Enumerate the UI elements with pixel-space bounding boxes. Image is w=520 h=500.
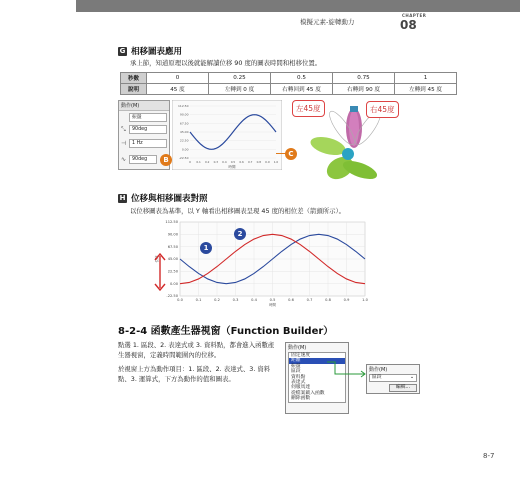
menu-item[interactable]: 固定速度 xyxy=(291,353,311,358)
table-cell: 45 度 xyxy=(147,84,209,95)
x-tick-label: 0.6 xyxy=(288,298,294,302)
displacement-phase-chart xyxy=(150,216,380,308)
phase-table-row-desc xyxy=(121,84,457,95)
frequency-row xyxy=(121,139,167,148)
propeller-blade-highlight xyxy=(349,110,359,146)
table-row-header: 秒數 xyxy=(121,73,147,84)
edit-button[interactable]: 編輯... xyxy=(389,384,417,392)
menu-item[interactable]: 表達式 xyxy=(291,380,306,386)
mini-x-tick-label: 0.8 xyxy=(256,160,262,164)
mini-x-tick-label: 1.0 xyxy=(273,160,279,164)
propeller-mount xyxy=(350,106,358,112)
y-tick-label: 67.50 xyxy=(167,244,178,249)
section-g-intro: 承上節，知道原理以後就能解讀位移 90 度的圖表時間和相移位置。 xyxy=(130,59,322,67)
menu-item[interactable]: 伺服馬達 xyxy=(291,385,311,391)
main-chart-xlabel: 時間 xyxy=(269,303,276,307)
mini-chart-xlabel: 時間 xyxy=(228,165,236,169)
frequency-icon: ⊣ xyxy=(121,140,127,147)
callout-left-45: 左45度 xyxy=(292,100,325,117)
y-tick-label: 0.00 xyxy=(169,281,178,286)
y-tick-label: 90.00 xyxy=(167,232,178,237)
motion-panel-title: 動作(M) xyxy=(119,101,169,111)
mini-x-tick-label: 0.9 xyxy=(265,160,270,164)
mini-y-tick-label: 45.00 xyxy=(179,130,189,134)
section-g-title: 相移圖表應用 xyxy=(131,47,183,57)
table-cell: 1 xyxy=(395,73,457,84)
table-cell: 0.75 xyxy=(333,73,395,84)
y-tick-label: -22.50 xyxy=(166,294,178,299)
mini-chart xyxy=(172,100,282,170)
table-cell: 右轉到 90 度 xyxy=(333,84,395,95)
mini-y-tick-label: 0.00 xyxy=(181,147,189,152)
frequency-field[interactable]: 1 Hz xyxy=(129,139,167,148)
section-h-badge: H xyxy=(119,194,126,202)
table-cell: 0.5 xyxy=(271,73,333,84)
x-tick-label: 0.9 xyxy=(343,298,350,302)
mini-y-tick-label: -22.50 xyxy=(178,156,189,160)
chevron-down-icon: ⌄ xyxy=(409,375,414,380)
main-chart-ylabel: 位移 xyxy=(155,255,159,263)
phase-table xyxy=(120,72,457,95)
mini-x-tick-label: 0.3 xyxy=(213,160,219,164)
mini-y-tick-label: 112.50 xyxy=(178,104,189,108)
x-tick-label: 0.0 xyxy=(177,298,183,302)
motion-edit-panel xyxy=(366,364,420,394)
chapter-label: CHAPTER xyxy=(402,13,427,18)
phase-row xyxy=(121,155,157,164)
menu-item[interactable]: 區段 xyxy=(291,369,301,375)
mini-x-tick-label: 0.2 xyxy=(204,160,210,164)
section-h-title: 位移與相移圖表對照 xyxy=(131,194,208,204)
amplitude-row xyxy=(121,125,167,134)
x-tick-label: 0.2 xyxy=(214,298,220,302)
x-tick-label: 0.7 xyxy=(306,298,313,302)
callout-right-45: 右45度 xyxy=(366,101,399,118)
section-h-intro: 以位移圖表為基準，以 Y 軸看出相移圖表呈現 45 度的相位差（箭頭所示）。 xyxy=(130,207,346,215)
header-title: 模擬元素-旋轉動力 xyxy=(300,18,355,26)
marker-1: 1 xyxy=(200,242,212,254)
section-g-badge: G xyxy=(119,47,126,55)
chapter-number: 08 xyxy=(400,18,417,32)
badge-c-leader xyxy=(276,153,286,154)
menu-item[interactable]: 資料點 xyxy=(291,374,306,380)
table-cell: 右轉回到 45 度 xyxy=(271,84,333,95)
y-tick-label: 112.50 xyxy=(165,220,178,225)
section-824-para2: 於視窗上方為動作項目：1. 區段、2. 表達式、3. 資料點、3. 運算式，下方為動作的值和圖表。 xyxy=(118,365,271,383)
menu-item[interactable]: 從檔案載入函數 xyxy=(291,390,325,396)
badge-b: B xyxy=(160,154,172,166)
amplitude-icon: ⤡ xyxy=(121,125,126,133)
y-tick-label: 22.50 xyxy=(167,269,178,274)
x-tick-label: 0.1 xyxy=(195,298,202,302)
menu-connector-arrow xyxy=(325,360,370,380)
table-cell: 0.25 xyxy=(209,73,271,84)
propeller-hub xyxy=(342,148,354,160)
phase-icon: ∿ xyxy=(121,156,127,163)
mini-y-tick-label: 67.50 xyxy=(179,121,189,126)
x-tick-label: 1.0 xyxy=(362,298,368,302)
x-tick-label: 0.4 xyxy=(251,298,257,302)
mini-x-tick-label: 0.6 xyxy=(239,160,244,164)
y-tick-label: 45.00 xyxy=(167,257,178,262)
phase-table-row-seconds xyxy=(121,73,457,84)
table-cell: 左轉到 0 度 xyxy=(209,84,271,95)
table-cell: 左轉到 45 度 xyxy=(395,84,457,95)
mini-x-tick-label: 0.7 xyxy=(247,160,253,164)
menu-item-selected[interactable]: 距離 xyxy=(289,358,345,363)
section-824-para1: 點選 1. 區段、2. 表達式或 3. 資料點，都會進入函數產生器視窗，定義時間範圍內的位移。 xyxy=(118,341,275,359)
table-cell: 0 xyxy=(147,73,209,84)
table-row-header: 說明 xyxy=(121,84,147,95)
menu-item[interactable]: 刪除函數 xyxy=(291,396,311,402)
motion-select-value: 區段 xyxy=(372,375,382,380)
header-bar xyxy=(76,0,520,12)
motion-edit-title: 動作(M) xyxy=(369,367,388,373)
phase-field[interactable]: 90deg xyxy=(129,155,157,164)
motion-select[interactable] xyxy=(369,374,417,382)
section-h-heading xyxy=(118,192,208,204)
mini-y-tick-label: 22.50 xyxy=(179,138,189,143)
marker-2: 2 xyxy=(234,228,246,240)
mini-x-tick-label: 0.4 xyxy=(222,160,227,164)
section-824-title: 8-2-4 函數產生器視窗（Function Builder） xyxy=(118,326,334,337)
motion-type-select[interactable]: 振盪 xyxy=(129,113,167,122)
motion-menu-title: 動作(M) xyxy=(288,345,307,351)
amplitude-field[interactable]: 90deg xyxy=(129,125,167,134)
mini-x-tick-label: 0 xyxy=(189,160,191,164)
phase-difference-arrow xyxy=(150,252,172,292)
mini-x-tick-label: 0.1 xyxy=(196,160,201,164)
x-tick-label: 0.8 xyxy=(325,298,331,302)
menu-item[interactable]: 振盪 xyxy=(291,363,301,369)
motion-type-row xyxy=(121,113,167,122)
section-g-heading xyxy=(118,45,182,57)
badge-c: C xyxy=(285,148,297,160)
page-number: 8-7 xyxy=(483,452,495,460)
mini-y-tick-label: 90.00 xyxy=(179,112,189,117)
x-tick-label: 0.3 xyxy=(232,298,239,302)
x-tick-label: 0.5 xyxy=(269,298,276,302)
mini-x-tick-label: 0.5 xyxy=(230,160,236,164)
